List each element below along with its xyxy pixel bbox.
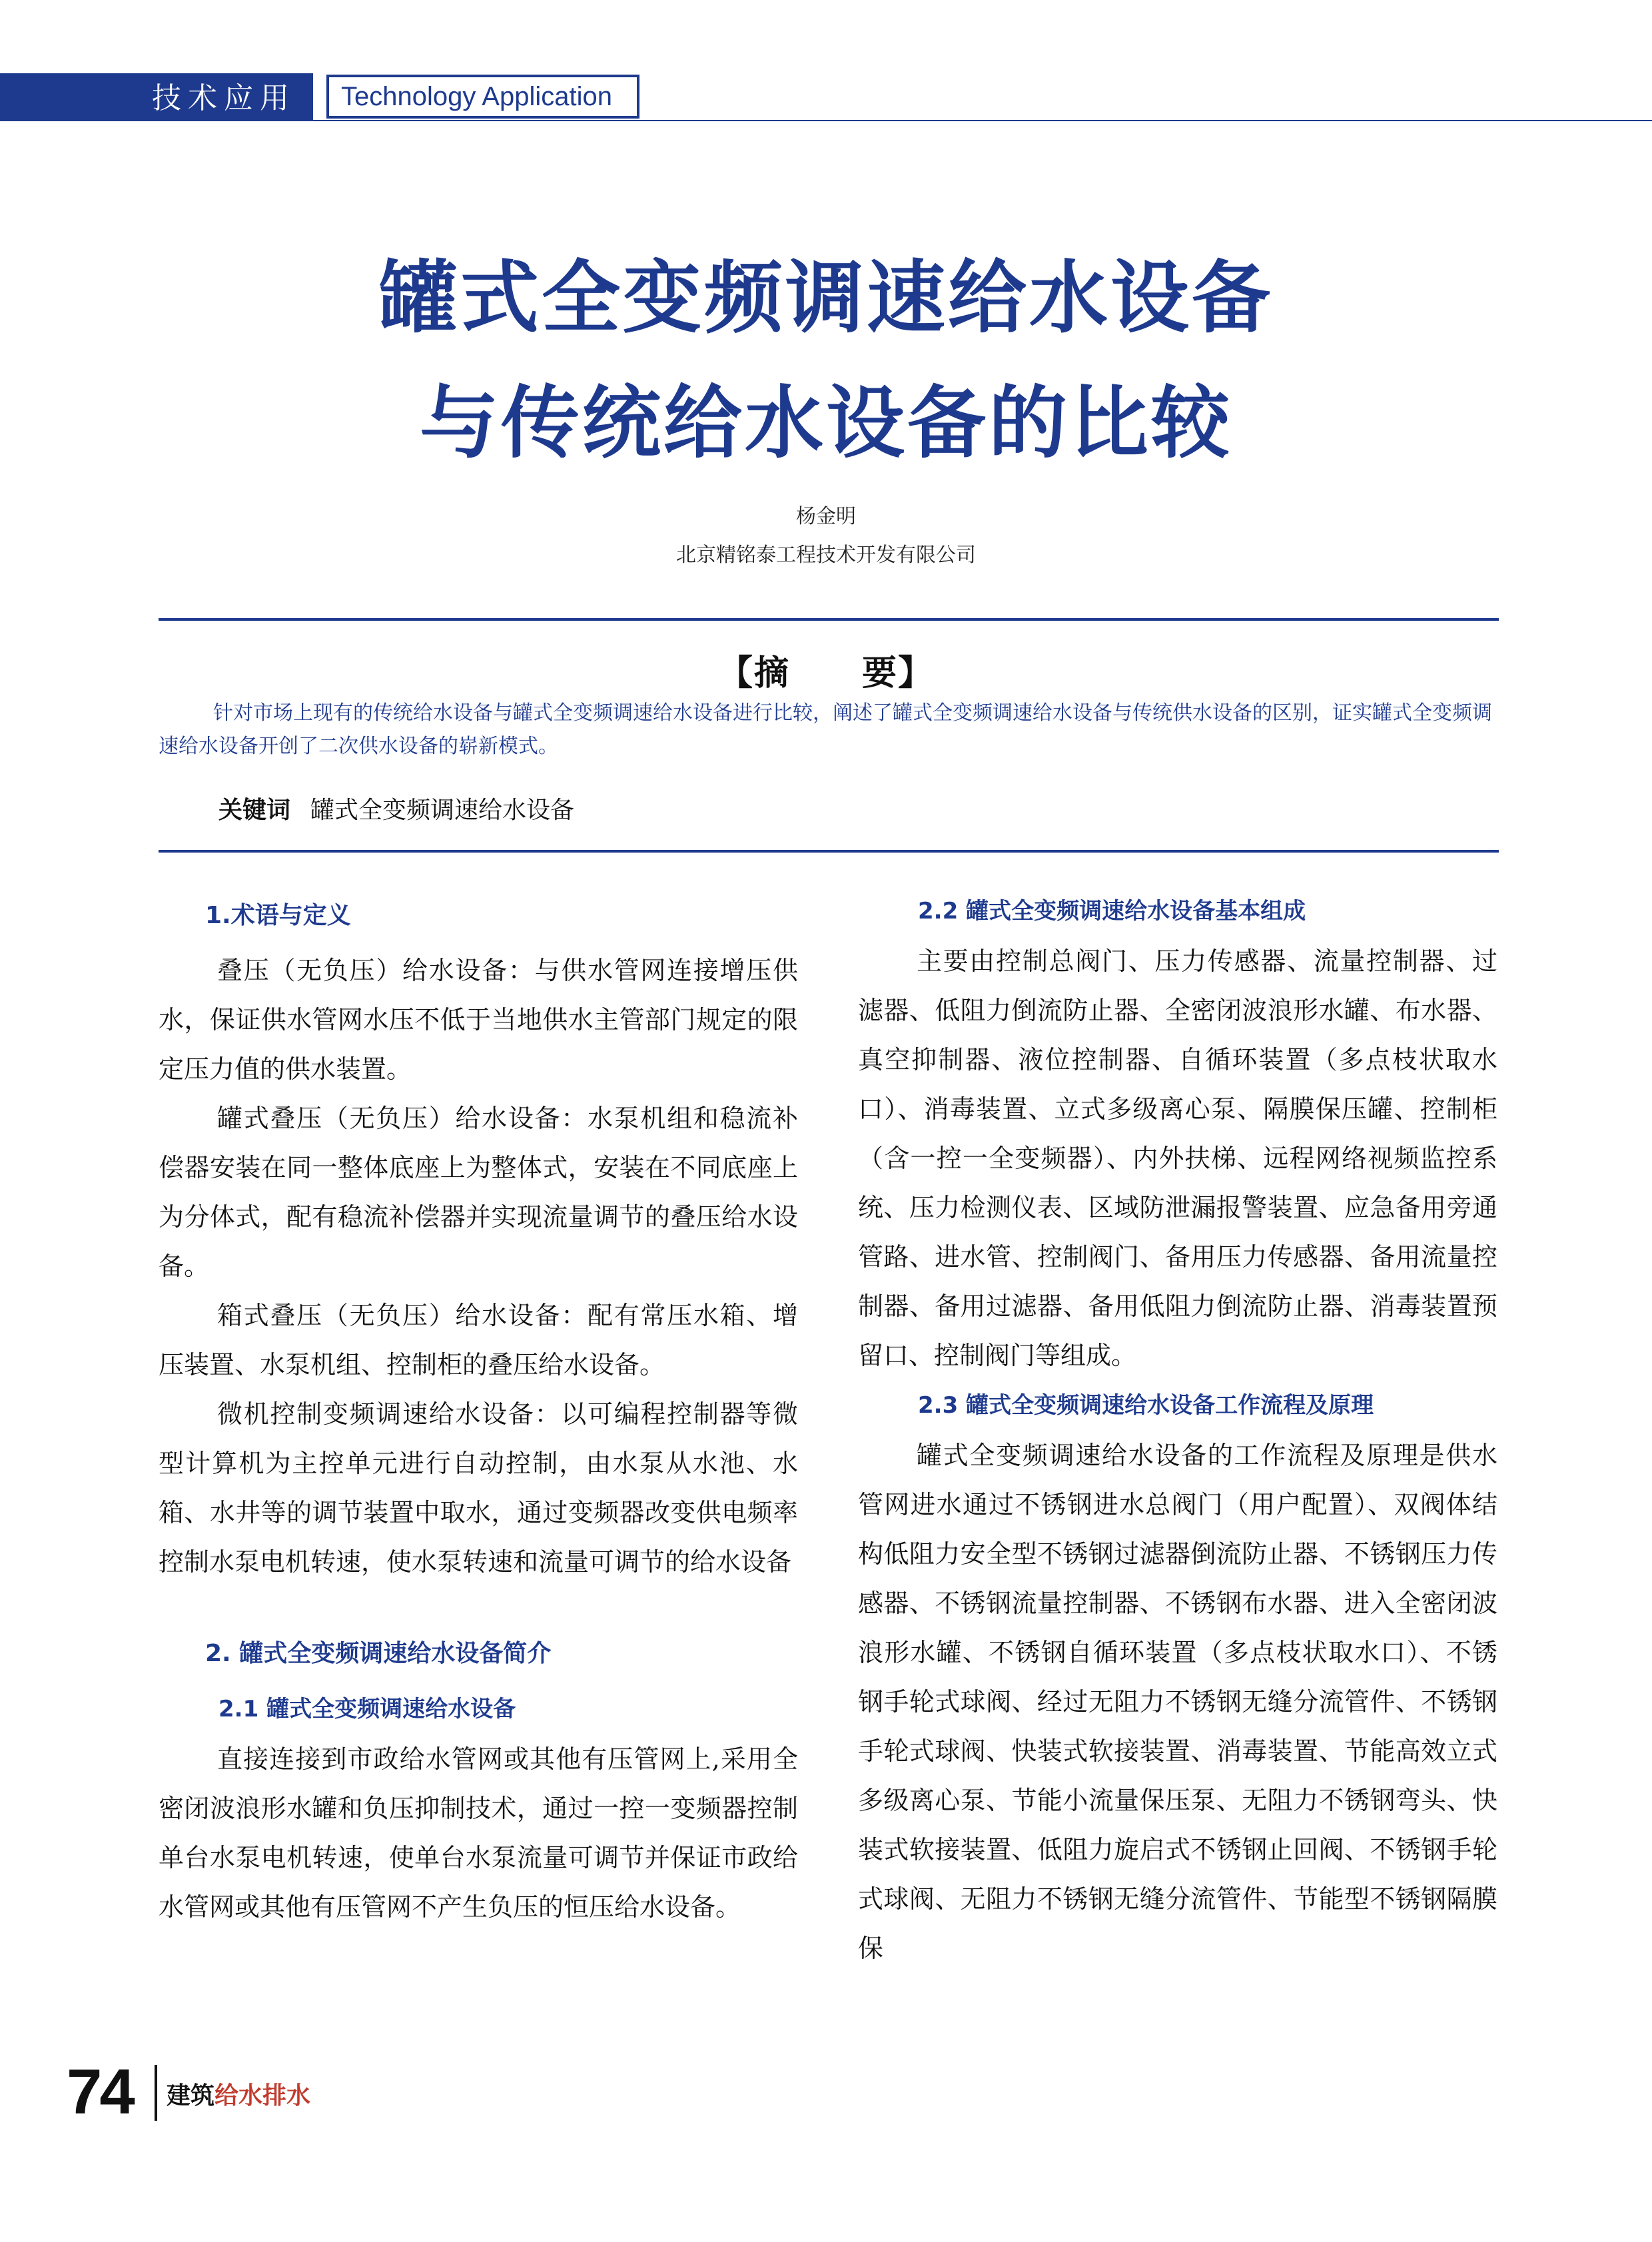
spacer — [159, 1587, 798, 1624]
right-column — [858, 886, 1497, 1973]
abstract-heading: 【摘 要】 — [717, 653, 934, 693]
article-title-line1: 罐式全变频调速给水设备 — [378, 252, 1273, 344]
abstract-top-rule — [159, 618, 1499, 621]
keywords-value: 罐式全变频调速给水设备 — [310, 797, 575, 824]
subsection-heading-2-1: 2.1 罐式全变频调速给水设备 — [218, 1696, 516, 1722]
section-label-en: Technology Application — [341, 82, 612, 111]
header-rule — [0, 120, 1652, 121]
keywords — [218, 791, 574, 825]
section-label-cn: 技术应用 — [152, 81, 296, 115]
journal-name — [167, 2077, 310, 2111]
paragraph: 罐式全变频调速给水设备的工作流程及原理是供水管网进水通过不锈钢进水总阀门（用户配置）、双阀体结构低阻力安全型不锈钢过滤器倒流防止器、不锈钢压力传感器、不锈钢流量控制器、不锈钢布水器、进入全密闭波浪形水罐、不锈钢自循环装置（多点枝状取水口）、不锈钢手轮式球阀、经过无阻力不锈钢无缝分流管件、不锈钢手轮式球阀、快装式软接装置、消毒装置、节能高效立式多级离心泵、节能小流量保压泵、无阻力不锈钢弯头、快装式软接装置、低阻力旋启式不锈钢止回阀、不锈钢手轮式球阀、无阻力不锈钢无缝分流管件、节能型不锈钢隔膜保 — [858, 1441, 1497, 1963]
subsection-heading-2-2: 2.2 罐式全变频调速给水设备基本组成 — [918, 898, 1306, 925]
page-number: 74 — [67, 2056, 133, 2127]
keywords-label: 关键词 — [218, 796, 291, 824]
paragraph: 主要由控制总阀门、压力传感器、流量控制器、过滤器、低阻力倒流防止器、全密闭波浪形水罐、布水器、真空抑制器、液位控制器、自循环装置（多点枝状取水口）、消毒装置、立式多级离心泵、隔膜保压罐、控制柜（含一控一全变频器）、内外扶梯、远程网络视频监控系统、压力检测仪表、区域防泄漏报警装置、应急备用旁通管路、进水管、控制阀门、备用压力传感器、备用流量控制器、备用过滤器、备用低阻力倒流防止器、消毒装置预留口、控制阀门等组成。 — [858, 946, 1497, 1370]
section-heading-2: 2. 罐式全变频调速给水设备简介 — [205, 1640, 552, 1667]
abstract-text: 针对市场上现有的传统给水设备与罐式全变频调速给水设备进行比较，阐述了罐式全变频调速给水设备与传统供水设备的区别，证实罐式全变频调速给水设备开创了二次供水设备的崭新模式。 — [159, 701, 1492, 758]
article-title-line2: 与传统给水设备的比较 — [419, 377, 1232, 469]
author-name: 杨金明 — [796, 505, 856, 528]
paragraph: 叠压（无负压）给水设备：与供水管网连接增压供水，保证供水管网水压不低于当地供水主管部门规定的限定压力值的供水装置。 — [159, 956, 798, 1084]
paragraph: 直接连接到市政给水管网或其他有压管网上,采用全密闭波浪形水罐和负压抑制技术，通过一控一变频器控制单台水泵电机转速，使单台水泵流量可调节并保证市政给水管网或其他有压管网不产生负压的恒压给水设备。 — [159, 1744, 798, 1922]
footer-separator — [155, 2065, 157, 2121]
left-column — [159, 886, 798, 1932]
paragraph: 微机控制变频调速给水设备：以可编程控制器等微型计算机为主控单元进行自动控制，由水泵从水池、水箱、水井等的调节装置中取水，通过变频器改变供电频率控制水泵电机转速，使水泵转速和流量可调节的给水设备 — [159, 1399, 798, 1577]
journal-name-part1: 建筑 — [167, 2082, 215, 2109]
paragraph: 箱式叠压（无负压）给水设备：配有常压水箱、增压装置、水泵机组、控制柜的叠压给水设备。 — [159, 1301, 798, 1379]
paragraph: 罐式叠压（无负压）给水设备：水泵机组和稳流补偿器安装在同一整体底座上为整体式，安装在不同底座上为分体式，配有稳流补偿器并实现流量调节的叠压给水设备。 — [159, 1104, 798, 1281]
subsection-heading-2-3: 2.3 罐式全变频调速给水设备工作流程及原理 — [918, 1392, 1374, 1419]
journal-name-part2: 给水排水 — [214, 2082, 311, 2109]
author-affiliation: 北京精铭泰工程技术开发有限公司 — [676, 544, 976, 567]
section-heading-1: 1.术语与定义 — [205, 902, 351, 929]
abstract-bottom-rule — [159, 850, 1499, 853]
